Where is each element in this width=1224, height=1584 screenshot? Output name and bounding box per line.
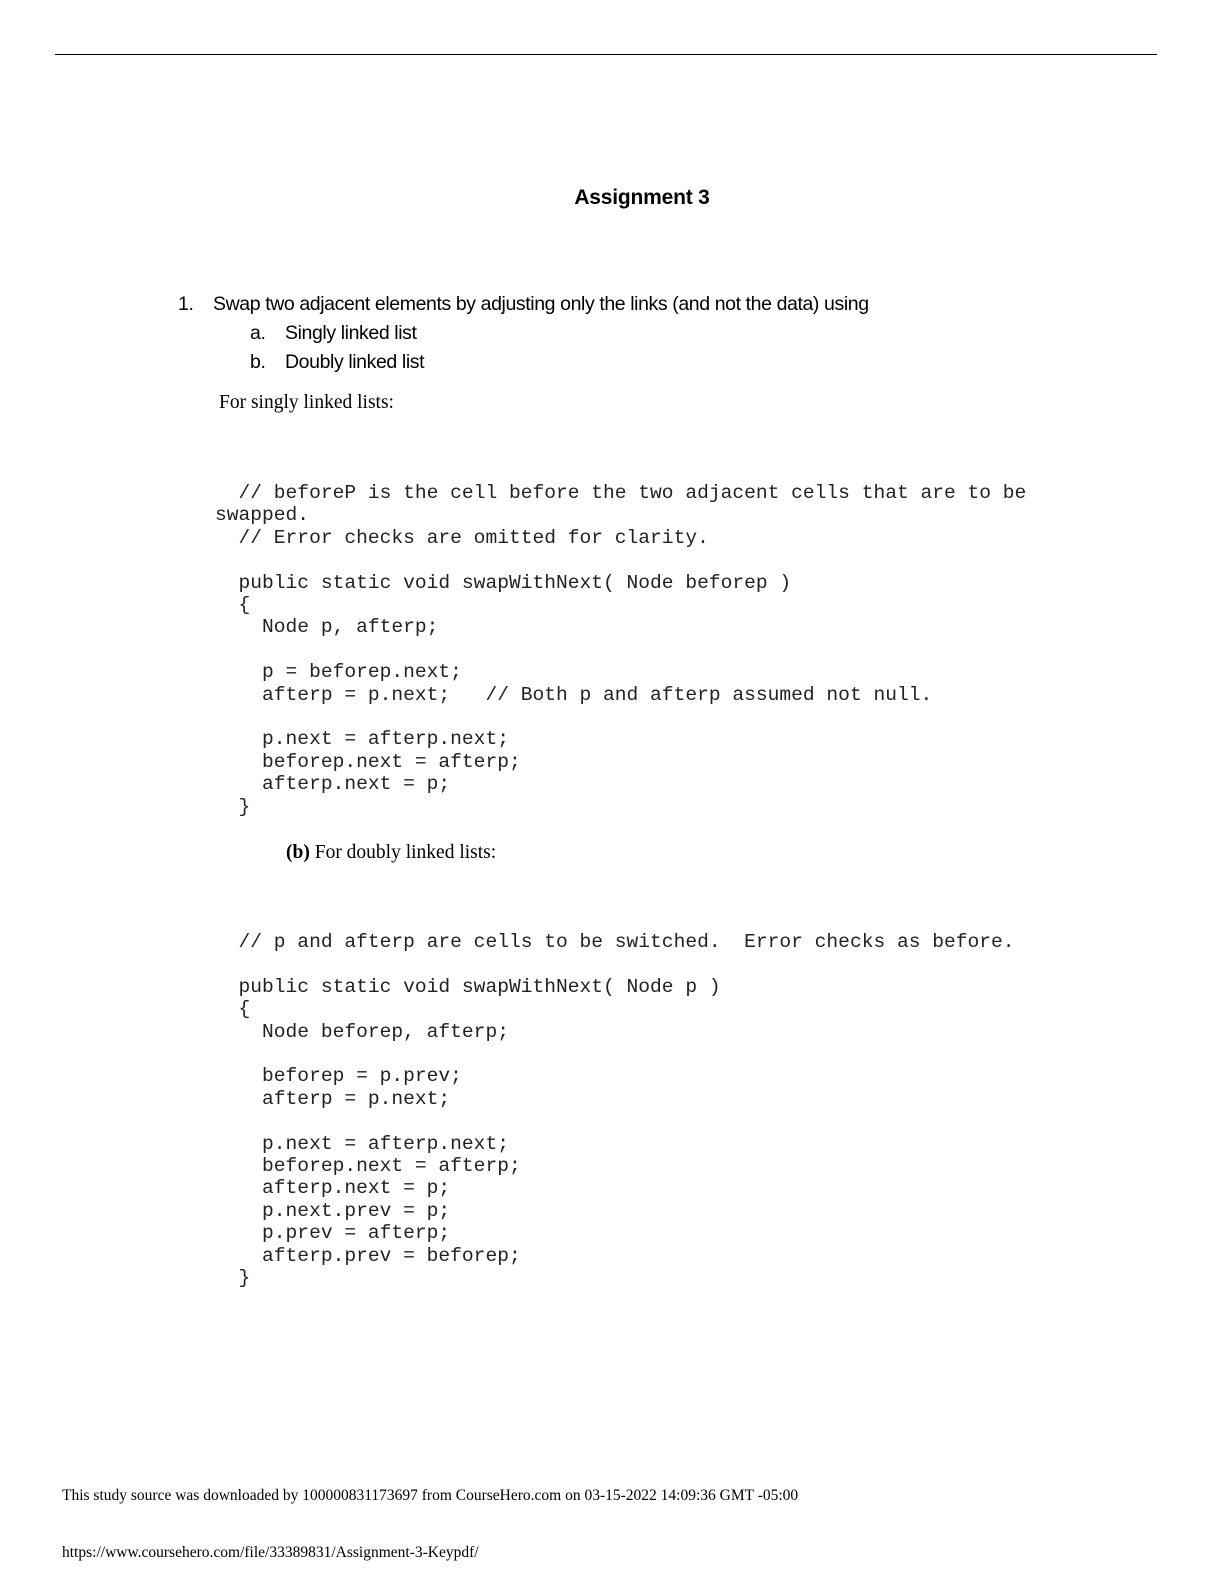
code-line: }	[215, 1267, 251, 1290]
code-line: beforep.next = afterp;	[215, 1155, 521, 1178]
code-line: afterp = p.next;	[215, 1087, 451, 1110]
singly-code-block	[215, 482, 1026, 818]
subitem-label: a.	[250, 322, 266, 344]
subitem-text: Singly linked list	[285, 322, 417, 344]
question-number: 1.	[178, 293, 194, 315]
code-line: afterp.next = p;	[215, 773, 451, 796]
page-title: Assignment 3	[574, 186, 710, 209]
singly-heading: For singly linked lists:	[219, 392, 394, 413]
code-line: beforep = p.prev;	[215, 1065, 462, 1088]
code-line: public static void swapWithNext( Node beforep )	[215, 571, 792, 594]
code-line: p.next = afterp.next;	[215, 728, 509, 751]
code-line: Node beforep, afterp;	[215, 1020, 509, 1043]
code-line: // p and afterp are cells to be switched. Error checks as before.	[215, 931, 1015, 953]
code-line: p.next.prev = p;	[215, 1199, 451, 1222]
code-line: afterp = p.next; // Both p and afterp assumed not null.	[215, 683, 933, 706]
doubly-heading-label: (b)	[286, 842, 310, 863]
doubly-code-block	[215, 931, 1015, 1290]
code-line: p.prev = afterp;	[215, 1222, 451, 1245]
code-line: public static void swapWithNext( Node p )	[215, 975, 721, 998]
download-notice: This study source was downloaded by 100000831173697 from CourseHero.com on 03-15-2022 14:09:36 GMT -05:00	[62, 1487, 799, 1504]
code-line: // Error checks are omitted for clarity.	[215, 526, 709, 549]
code-line: swapped.	[215, 504, 310, 527]
code-line: p = beforep.next;	[215, 661, 462, 684]
doubly-heading	[286, 842, 496, 864]
subitem-text: Doubly linked list	[285, 351, 425, 373]
code-line: }	[215, 795, 251, 818]
code-line: // beforeP is the cell before the two adjacent cells that are to be	[215, 482, 1027, 504]
code-line: afterp.next = p;	[215, 1177, 451, 1200]
question-text: Swap two adjacent elements by adjusting only the links (and not the data) using	[213, 293, 869, 315]
code-line: beforep.next = afterp;	[215, 750, 521, 773]
source-url: https://www.coursehero.com/file/33389831/Assignment-3-Keypdf/	[62, 1544, 479, 1561]
code-line: Node p, afterp;	[215, 616, 439, 639]
subitem-label: b.	[250, 351, 266, 373]
code-line: {	[215, 998, 251, 1021]
header-rule	[55, 54, 1157, 55]
code-line: p.next = afterp.next;	[215, 1132, 509, 1155]
code-line: {	[215, 594, 251, 617]
code-line: afterp.prev = beforep;	[215, 1244, 521, 1267]
doubly-heading-text: For doubly linked lists:	[309, 842, 497, 863]
